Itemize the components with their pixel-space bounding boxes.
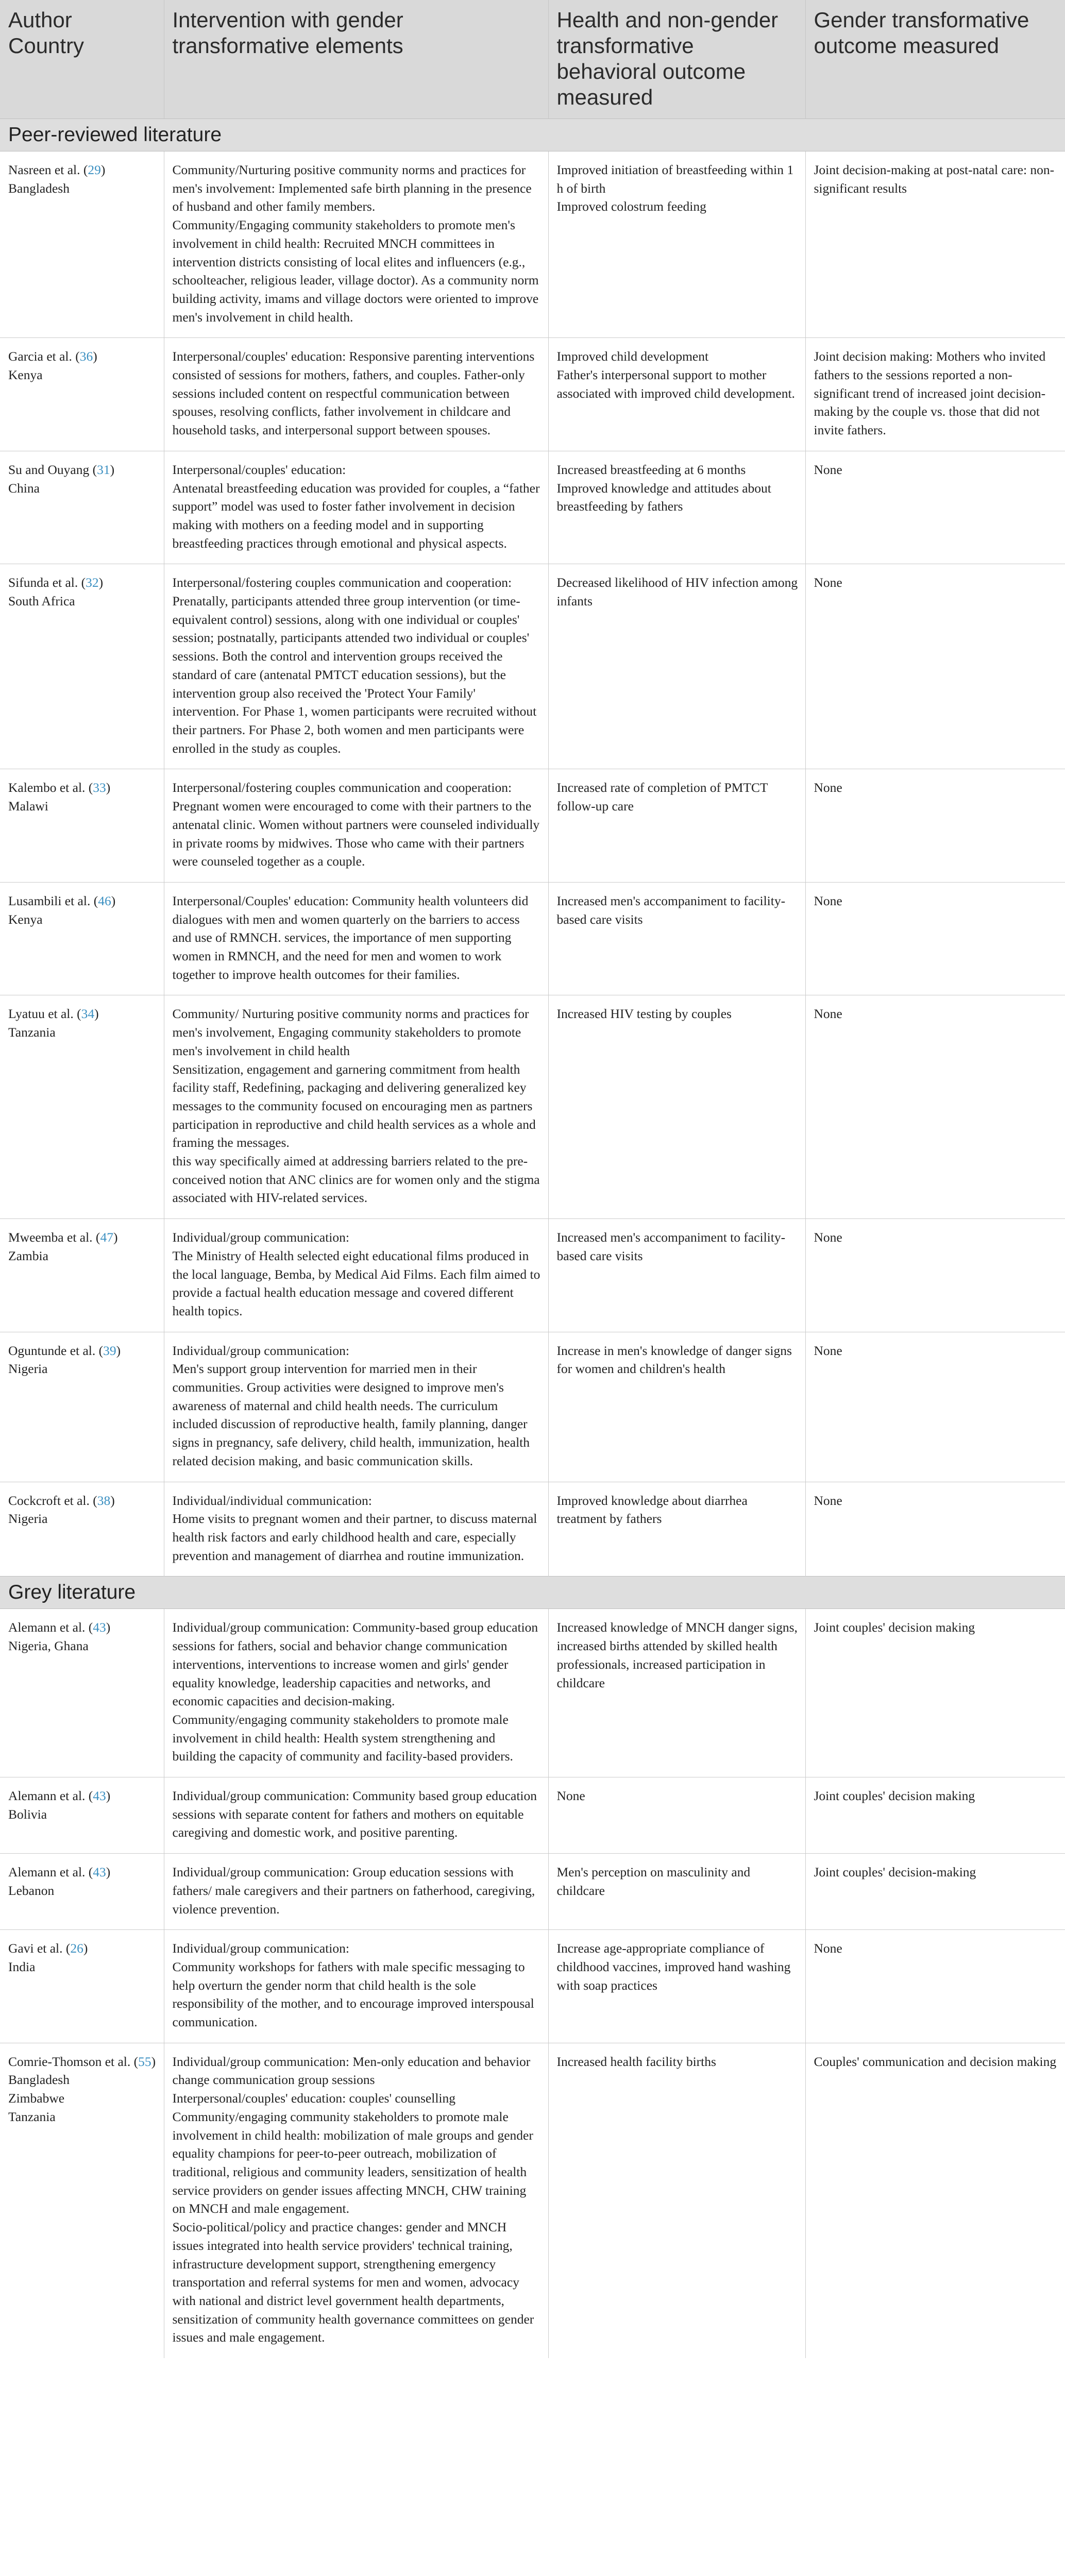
author-citation — [8, 1618, 157, 1637]
table-row — [0, 882, 1065, 995]
author-paren-close: ) — [110, 462, 115, 477]
author-citation — [8, 1939, 157, 1958]
health-outcome-cell: Increase in men's knowledge of danger signs for women and children's health — [548, 1332, 805, 1482]
author-paren-close: ) — [106, 1788, 111, 1804]
section-title: Peer-reviewed literature — [0, 119, 1065, 151]
author-citation — [8, 1005, 157, 1023]
intervention-cell: Interpersonal/fostering couples communication and cooperation: Prenatally, participants attended three group intervention (or time-equivalent control) sessions, along with one individual or couples' session; postnatally, participants attended two individual or couples' sessions. Both the control and intervention groups received the standard of care (antenatal PMTCT education sessions), but the intervention group also received the 'Protect Your Family' intervention. For Phase 1, women participants were recruited without their partners. For Phase 2, both women and men participants were enrolled in the study as couples. — [164, 564, 548, 769]
country-name: India — [8, 1959, 36, 1974]
intervention-cell: Interpersonal/Couples' education: Community health volunteers did dialogues with men and women quarterly on the barriers to access and use of RMNCH. services, the importance of men supporting women in RMNCH, and the need for men and women to work together to improve health outcomes for their families. — [164, 882, 548, 995]
author-citation — [8, 1492, 157, 1510]
gender-outcome-cell: None — [805, 564, 1065, 769]
table-row — [0, 995, 1065, 1219]
table-row — [0, 564, 1065, 769]
health-outcome-cell: Increased breastfeeding at 6 months Improved knowledge and attitudes about breastfeeding by fathers — [548, 451, 805, 564]
author-paren-close: ) — [110, 1493, 115, 1508]
reference-link[interactable]: 55 — [138, 2054, 151, 2069]
gender-outcome-cell: Joint couples' decision making — [805, 1609, 1065, 1777]
table-row — [0, 1609, 1065, 1777]
author-paren-close: ) — [93, 349, 97, 364]
intervention-cell: Individual/individual communication: Home visits to pregnant women and their partner, to discuss maternal health risk factors and early childhood health and care, especially prevention and management of diarrhea and routine immunization. — [164, 1482, 548, 1577]
reference-link[interactable]: 29 — [88, 162, 101, 177]
author-country-cell — [0, 1219, 164, 1332]
header-intervention: Intervention with gender transformative elements — [164, 0, 548, 119]
gender-outcome-cell: Couples' communication and decision making — [805, 2043, 1065, 2358]
author-citation — [8, 161, 157, 179]
health-outcome-cell: Increased men's accompaniment to facility-based care visits — [548, 1219, 805, 1332]
author-country-cell — [0, 151, 164, 338]
country-name: Malawi — [8, 799, 48, 814]
country-name: Nigeria, Ghana — [8, 1638, 89, 1654]
author-citation — [8, 1787, 157, 1805]
table-row — [0, 1482, 1065, 1577]
author-country-cell — [0, 882, 164, 995]
table-row — [0, 451, 1065, 564]
gender-outcome-cell: None — [805, 882, 1065, 995]
gender-outcome-cell: Joint decision-making at post-natal care: non-significant results — [805, 151, 1065, 338]
gender-outcome-cell: None — [805, 451, 1065, 564]
author-paren-close: ) — [151, 2054, 156, 2069]
header-gender-outcome: Gender transformative outcome measured — [805, 0, 1065, 119]
reference-link[interactable]: 36 — [79, 349, 93, 364]
country-name: Nigeria — [8, 1361, 48, 1377]
table-header — [0, 0, 1065, 119]
health-outcome-cell: Increased men's accompaniment to facility-based care visits — [548, 882, 805, 995]
country-name: Kenya — [8, 367, 43, 383]
author-citation — [8, 1342, 157, 1360]
author-country-cell — [0, 1332, 164, 1482]
author-country-cell — [0, 1482, 164, 1577]
author-paren-close: ) — [113, 1230, 118, 1245]
author-country-cell — [0, 338, 164, 451]
intervention-cell: Individual/group communication: Community workshops for fathers with male specific messaging to help overturn the gender norm that child health is the sole responsibility of the mother, and to encourage improved interspousal communication. — [164, 1930, 548, 2043]
country-name: Tanzania — [8, 2109, 56, 2124]
author-name: Mweemba et al. ( — [8, 1230, 100, 1245]
author-country-cell — [0, 995, 164, 1219]
author-paren-close: ) — [106, 1865, 111, 1880]
author-citation — [8, 1863, 157, 1882]
gender-outcome-cell: None — [805, 1482, 1065, 1577]
health-outcome-cell: Improved initiation of breastfeeding within 1 h of birth Improved colostrum feeding — [548, 151, 805, 338]
reference-link[interactable]: 31 — [97, 462, 110, 477]
reference-link[interactable]: 43 — [93, 1865, 106, 1880]
country-name: Kenya — [8, 911, 43, 927]
author-name: Gavi et al. ( — [8, 1941, 71, 1956]
reference-link[interactable]: 38 — [97, 1493, 111, 1508]
section-header-row — [0, 119, 1065, 151]
gender-outcome-cell: None — [805, 1332, 1065, 1482]
author-name: Lusambili et al. ( — [8, 893, 98, 908]
table-row — [0, 2043, 1065, 2358]
table-body — [0, 119, 1065, 2359]
author-citation — [8, 461, 157, 479]
reference-link[interactable]: 34 — [81, 1006, 95, 1022]
intervention-cell: Individual/group communication: Group education sessions with fathers/ male caregivers and their partners on fatherhood, caregiving, violence prevention. — [164, 1854, 548, 1930]
author-name: Alemann et al. ( — [8, 1620, 93, 1635]
intervention-cell: Individual/group communication: Men-only education and behavior change communication group sessions Interpersonal/couples' education: couples' counselling Community/engaging community stakeholders to promote male involvement in child health: mobilization of male groups and gender equality champions for peer-to-peer outreach, mobilization of traditional, religious and community leaders, sensitization of health service providers on gender issues affecting MNCH, CHW training on MNCH and male engagement. Socio-political/policy and practice changes: gender and MNCH issues integrated into health service providers' technical training, infrastructure development support, strengthening emergency transportation and referral systems for men and women, advocacy with national and district level government health departments, sensitization of community health governance committees on gender issues and male engagement. — [164, 2043, 548, 2358]
reference-link[interactable]: 32 — [86, 575, 99, 590]
health-outcome-cell: None — [548, 1777, 805, 1854]
author-country-cell — [0, 451, 164, 564]
author-name: Sifunda et al. ( — [8, 575, 86, 590]
author-paren-close: ) — [106, 1620, 111, 1635]
intervention-cell: Community/Nurturing positive community norms and practices for men's involvement: Implemented safe birth planning in the presence of husband and other family members. Community/Engaging community stakeholders to promote men's involvement in child health: Recruited MNCH committees in intervention districts consisting of local elites and influencers (e.g., schoolteacher, religious leader, village doctor). As a community norm building activity, imams and village doctors were oriented to improve men's involvement in child health. — [164, 151, 548, 338]
gender-outcome-cell: Joint couples' decision-making — [805, 1854, 1065, 1930]
author-paren-close: ) — [98, 575, 104, 590]
author-name: Lyatuu et al. ( — [8, 1006, 81, 1022]
author-name: Garcia et al. ( — [8, 349, 80, 364]
author-name: Alemann et al. ( — [8, 1865, 93, 1880]
author-citation — [8, 778, 157, 797]
table-row — [0, 338, 1065, 451]
health-outcome-cell: Increased health facility births — [548, 2043, 805, 2358]
author-citation — [8, 347, 157, 366]
gender-outcome-cell: Joint decision making: Mothers who invited fathers to the sessions reported a non-significant trend of increased joint decision-making by the couple vs. those that did not invite fathers. — [805, 338, 1065, 451]
table-row — [0, 769, 1065, 883]
author-country-cell — [0, 1777, 164, 1854]
author-paren-close: ) — [83, 1941, 88, 1956]
author-name: Cockcroft et al. ( — [8, 1493, 97, 1508]
table-row — [0, 1930, 1065, 2043]
health-outcome-cell: Increased HIV testing by couples — [548, 995, 805, 1219]
reference-link[interactable]: 39 — [103, 1343, 116, 1358]
country-name: Bangladesh — [8, 2072, 70, 2088]
author-citation — [8, 892, 157, 910]
author-name: Su and Ouyang ( — [8, 462, 97, 477]
health-outcome-cell: Increased knowledge of MNCH danger signs, increased births attended by skilled health professionals, increased participation in childcare — [548, 1609, 805, 1777]
reference-link[interactable]: 43 — [93, 1620, 106, 1635]
intervention-cell: Individual/group communication: Community-based group education sessions for fathers, social and behavior change communication interventions, interventions to increase women and girls' gender equality knowledge, leadership capacities and networks, and economic capacities and decision-making. Community/engaging community stakeholders to promote male involvement in child health: Health system strengthening and building the capacity of community and facility-based providers. — [164, 1609, 548, 1777]
reference-link[interactable]: 46 — [98, 893, 111, 908]
country-name: China — [8, 480, 40, 496]
country-name: Lebanon — [8, 1883, 55, 1898]
author-name: Kalembo et al. ( — [8, 780, 93, 795]
section-title: Grey literature — [0, 1577, 1065, 1609]
health-outcome-cell: Increased rate of completion of PMTCT follow-up care — [548, 769, 805, 883]
country-name: Bolivia — [8, 1806, 47, 1822]
author-country-cell — [0, 1930, 164, 2043]
author-citation — [8, 2053, 157, 2071]
author-paren-close: ) — [100, 162, 106, 177]
health-outcome-cell: Decreased likelihood of HIV infection among infants — [548, 564, 805, 769]
reference-link[interactable]: 26 — [70, 1941, 83, 1956]
table-row — [0, 151, 1065, 338]
intervention-cell: Interpersonal/couples' education: Antenatal breastfeeding education was provided for couples, a “father support” model was used to foster father involvement in decision making with mothers on a feeding model and in supporting breastfeeding practices through emotional and physical aspects. — [164, 451, 548, 564]
author-country-cell — [0, 2043, 164, 2358]
table-row — [0, 1219, 1065, 1332]
author-name: Alemann et al. ( — [8, 1788, 93, 1804]
country-name: Tanzania — [8, 1025, 56, 1040]
country-name: South Africa — [8, 594, 75, 609]
author-citation — [8, 573, 157, 592]
section-header-row — [0, 1577, 1065, 1609]
intervention-cell: Community/ Nurturing positive community norms and practices for men's involvement, Engaging community stakeholders to promote men's involvement in child health Sensitization, engagement and garnering commitment from health facility staff, Redefining, packaging and delivering generalized key messages to the community focused on encouraging men as partners participation in reproductive and child health services as a whole and framing the messages. this way specifically aimed at addressing barriers related to the pre-conceived notion that ANC clinics are for women only and the stigma associated with HIV-related services. — [164, 995, 548, 1219]
author-name: Oguntunde et al. ( — [8, 1343, 104, 1358]
country-name: Zimbabwe — [8, 2091, 65, 2106]
country-name: Nigeria — [8, 1511, 48, 1527]
author-paren-close: ) — [94, 1006, 99, 1022]
reference-link[interactable]: 47 — [100, 1230, 113, 1245]
country-name: Zambia — [8, 1248, 48, 1263]
country-name: Bangladesh — [8, 180, 70, 196]
header-author-country: Author Country — [0, 0, 164, 119]
health-outcome-cell: Men's perception on masculinity and childcare — [548, 1854, 805, 1930]
reference-link[interactable]: 43 — [93, 1788, 106, 1804]
author-country-cell — [0, 1854, 164, 1930]
intervention-cell: Individual/group communication: Men's support group intervention for married men in their communities. Group activities were designed to improve men's awareness of maternal and child health needs. The curriculum included discussion of reproductive health, family planning, danger signs in pregnancy, safe delivery, child health, immunization, health related decision making, and basic communication skills. — [164, 1332, 548, 1482]
health-outcome-cell: Increase age-appropriate compliance of childhood vaccines, improved hand washing with soap practices — [548, 1930, 805, 2043]
intervention-cell: Interpersonal/couples' education: Responsive parenting interventions consisted of sessions for mothers, fathers, and couples. Father-only sessions included content on respectful communication between spouses, resolving conflicts, father involvement in childcare and household tasks, and interpersonal support between spouses. — [164, 338, 548, 451]
gender-outcome-cell: None — [805, 1219, 1065, 1332]
gender-outcome-cell: Joint couples' decision making — [805, 1777, 1065, 1854]
author-country-cell — [0, 564, 164, 769]
intervention-cell: Individual/group communication: Community based group education sessions with separate content for fathers and mothers on equitable caregiving and domestic work, and positive parenting. — [164, 1777, 548, 1854]
author-name: Nasreen et al. ( — [8, 162, 88, 177]
health-outcome-cell: Improved knowledge about diarrhea treatment by fathers — [548, 1482, 805, 1577]
author-paren-close: ) — [116, 1343, 121, 1358]
gender-outcome-cell: None — [805, 769, 1065, 883]
author-paren-close: ) — [111, 893, 116, 908]
author-country-cell — [0, 1609, 164, 1777]
author-citation — [8, 1228, 157, 1247]
author-country-cell — [0, 769, 164, 883]
table-row — [0, 1854, 1065, 1930]
gender-outcome-cell: None — [805, 995, 1065, 1219]
intervention-cell: Interpersonal/fostering couples communication and cooperation: Pregnant women were encouraged to come with their partners to the antenatal clinic. Women without partners were counseled individually in private rooms by midwives. Those who came with their partners were counseled together as a couple. — [164, 769, 548, 883]
health-outcome-cell: Improved child development Father's interpersonal support to mother associated with improved child development. — [548, 338, 805, 451]
author-name: Comrie-Thomson et al. ( — [8, 2054, 139, 2069]
table-row — [0, 1777, 1065, 1854]
author-paren-close: ) — [106, 780, 111, 795]
intervention-cell: Individual/group communication: The Ministry of Health selected eight educational films produced in the local language, Bemba, by Medical Aid Films. Each film aimed to provide a factual health education message and covered different health topics. — [164, 1219, 548, 1332]
header-health-outcome: Health and non-gender transformative behavioral outcome measured — [548, 0, 805, 119]
table-row — [0, 1332, 1065, 1482]
gender-outcome-cell: None — [805, 1930, 1065, 2043]
reference-link[interactable]: 33 — [93, 780, 106, 795]
